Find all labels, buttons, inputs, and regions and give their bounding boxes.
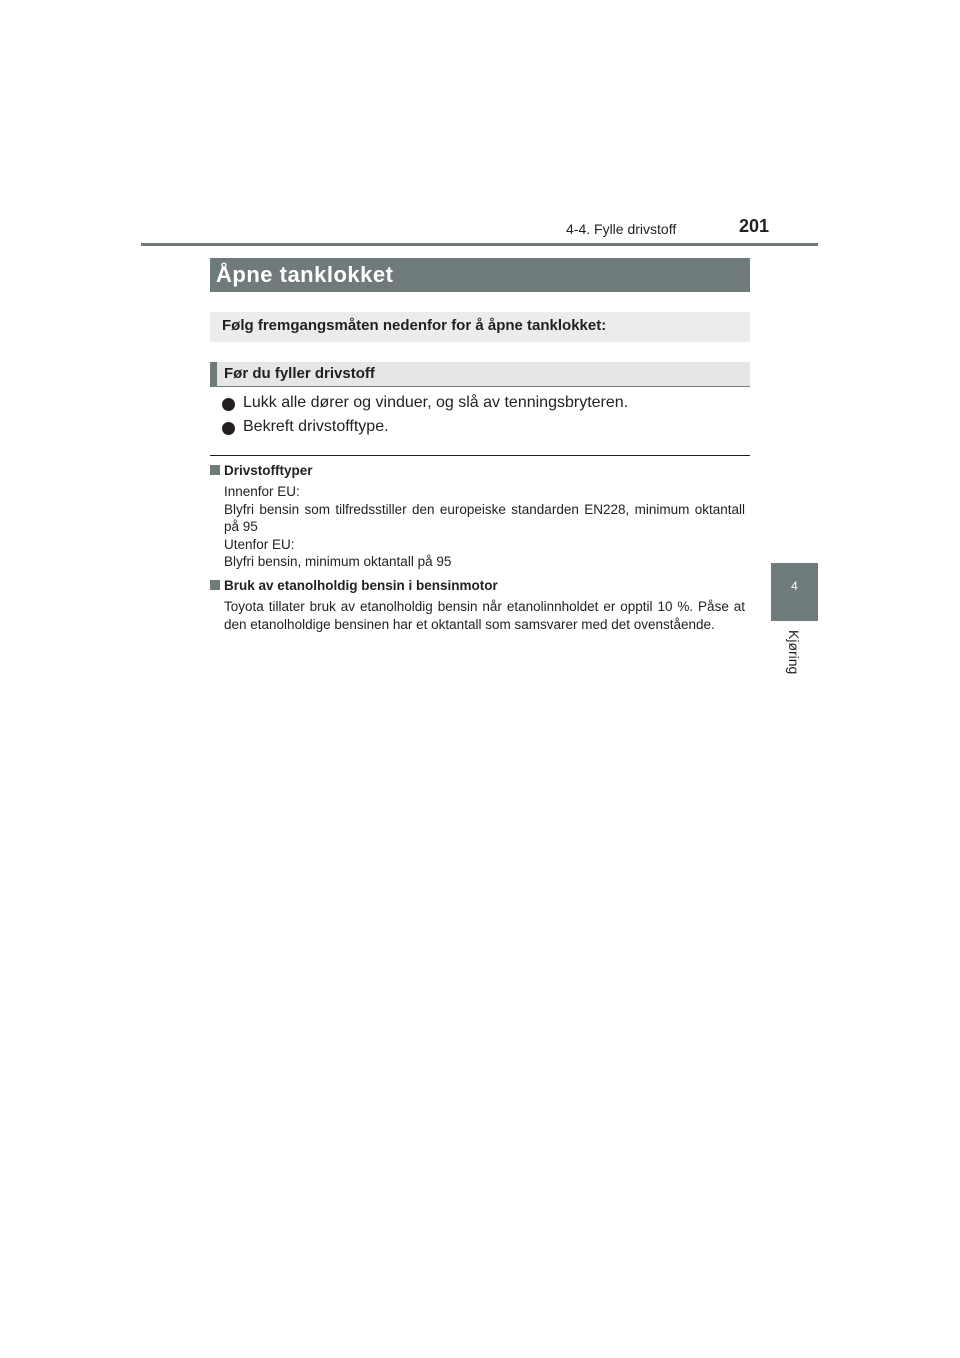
- bullet-text: Lukk alle dører og vinduer, og slå av tenningsbryteren.: [243, 394, 629, 411]
- note-heading-fuel-types: [210, 463, 313, 478]
- note-body-fuel-types: [224, 483, 745, 571]
- header-divider: [141, 243, 818, 246]
- note-line: Innenfor EU:: [224, 484, 300, 499]
- note-line: Blyfri bensin, minimum oktantall på 95: [224, 554, 452, 570]
- subsection-title: Før du fyller drivstoff: [224, 365, 375, 382]
- header-section-title: 4-4. Fylle drivstoff: [566, 221, 677, 237]
- chapter-number: 4: [791, 579, 798, 593]
- bullet-icon: [222, 422, 235, 435]
- intro-text: Følg fremgangsmåten nedenfor for å åpne tanklokket:: [222, 317, 607, 334]
- note-body-ethanol: [224, 598, 745, 633]
- note-line: Utenfor EU:: [224, 536, 295, 552]
- subsection-bar: [210, 362, 750, 387]
- chapter-label: Kjøring: [786, 630, 802, 675]
- bullet-text: Bekreft drivstofftype.: [243, 418, 389, 435]
- note-heading-ethanol: [210, 578, 498, 593]
- note-heading-text: Drivstofftyper: [224, 463, 313, 478]
- notes-divider: [210, 455, 750, 456]
- chapter-tab: [771, 563, 818, 621]
- intro-box: [210, 312, 750, 342]
- section-title: Åpne tanklokket: [216, 262, 394, 287]
- section-title-bar: [210, 258, 750, 292]
- bullet-icon: [222, 398, 235, 411]
- note-heading-text: Bruk av etanolholdig bensin i bensinmotor: [224, 578, 498, 593]
- note-line: Blyfri bensin som tilfredsstiller den europeiske standarden EN228, minimum oktantall på 95: [224, 501, 745, 535]
- page-number: 201: [739, 216, 770, 236]
- square-bullet-icon: [210, 580, 220, 590]
- subsection-accent: [210, 362, 217, 386]
- note-line: Toyota tillater bruk av etanolholdig bensin når etanolinnholdet er opptil 10 %. Påse at den etanolholdige bensinen har et oktantall som samsvarer med det ovenstående.: [224, 599, 745, 632]
- square-bullet-icon: [210, 465, 220, 475]
